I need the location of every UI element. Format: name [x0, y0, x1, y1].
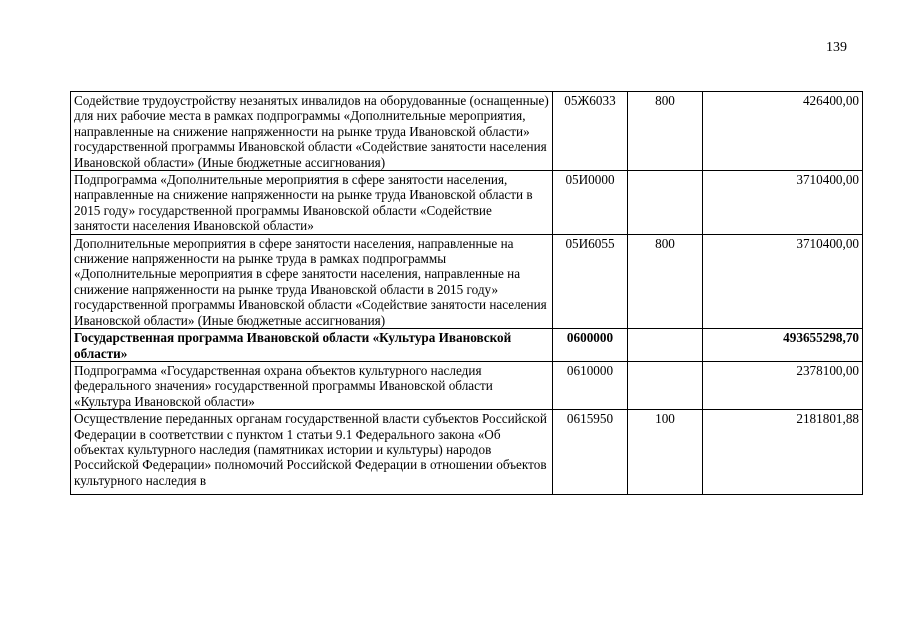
row-amount-cell: 493655298,70 [703, 329, 863, 362]
row-amount-cell: 3710400,00 [703, 171, 863, 235]
page-number: 139 [826, 40, 847, 55]
table-row [71, 92, 863, 171]
row-name-cell: Подпрограмма «Дополнительные мероприятия в сфере занятости населения, направленные на снижение напряженности на рынке труда Ивановской области в 2015 году» государственной программы Ивановской области «Содействие занятости населения Ивановской области» [71, 171, 553, 235]
row-expense-type-cell [628, 329, 703, 362]
row-target-code-cell: 0615950 [553, 410, 628, 495]
row-expense-type-cell [628, 361, 703, 409]
row-name-cell: Дополнительные мероприятия в сфере занятости населения, направленные на снижение напряженности на рынке труда в рамках подпрограммы «Дополнительные мероприятия в сфере занятости населения, направленные на снижение напряженности на рынке труда Ивановской области в 2015 году» государственной программы Ивановской области «Содействие занятости населения Ивановской области» (Иные бюджетные ассигнования) [71, 234, 553, 328]
table-row [71, 234, 863, 328]
row-amount-cell: 3710400,00 [703, 234, 863, 328]
row-expense-type-cell: 100 [628, 410, 703, 495]
row-target-code-cell: 0600000 [553, 329, 628, 362]
row-amount-cell: 2378100,00 [703, 361, 863, 409]
row-name-cell: Подпрограмма «Государственная охрана объектов культурного наследия федерального значения» государственной программы Ивановской области «Культура Ивановской области» [71, 361, 553, 409]
budget-table [70, 91, 863, 495]
row-name-cell: Государственная программа Ивановской области «Культура Ивановской области» [71, 329, 553, 362]
row-expense-type-cell: 800 [628, 92, 703, 171]
row-target-code-cell: 05И6055 [553, 234, 628, 328]
table-row [71, 329, 863, 362]
table-row [71, 410, 863, 495]
table-row [71, 171, 863, 235]
row-amount-cell: 426400,00 [703, 92, 863, 171]
row-amount-cell: 2181801,88 [703, 410, 863, 495]
row-target-code-cell: 05И0000 [553, 171, 628, 235]
row-expense-type-cell [628, 171, 703, 235]
row-name-cell: Содействие трудоустройству незанятых инвалидов на оборудованные (оснащенные) для них рабочие места в рамках подпрограммы «Дополнительные мероприятия, направленные на снижение напряженности на рынке труда Ивановской области» государственной программы Ивановской области «Содействие занятости населения Ивановской области» (Иные бюджетные ассигнования) [71, 92, 553, 171]
row-target-code-cell: 05Ж6033 [553, 92, 628, 171]
table-row [71, 361, 863, 409]
row-target-code-cell: 0610000 [553, 361, 628, 409]
row-name-cell: Осуществление переданных органам государственной власти субъектов Российской Федерации в соответствии с пунктом 1 статьи 9.1 Федерального закона «Об объектах культурного наследия (памятниках истории и культуры) народов Российской Федерации» полномочий Российской Федерации в отношении объектов культурного наследия в [71, 410, 553, 495]
row-expense-type-cell: 800 [628, 234, 703, 328]
